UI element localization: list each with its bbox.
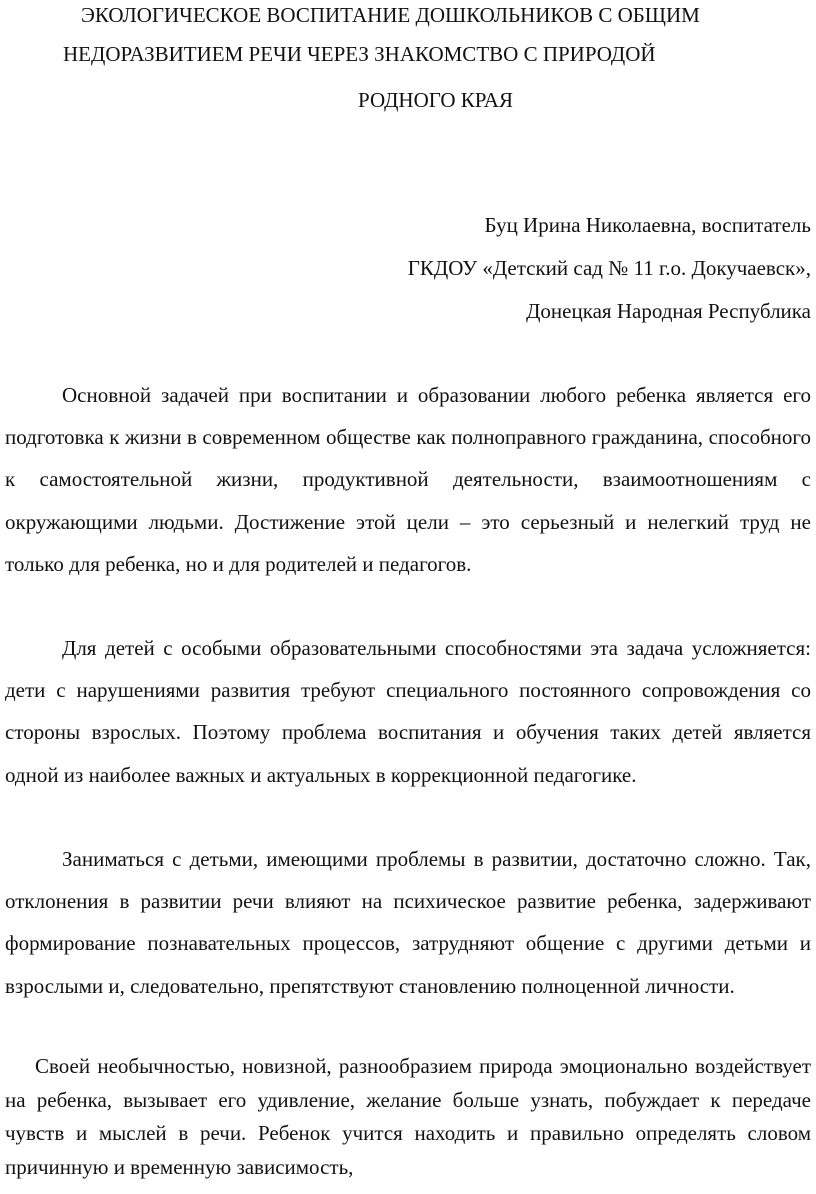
author-region: Донецкая Народная Республика: [526, 299, 811, 323]
title-line-2: НЕДОРАЗВИТИЕМ РЕЧИ ЧЕРЕЗ ЗНАКОМСТВО С ПРИРОДОЙ: [63, 42, 656, 66]
body-paragraph-1: Основной задачей при воспитании и образовании любого ребенка является его подготовка к жизни в современном обществе как полноправного гражданина, способного к самостоятельной жизни, продуктивной деятельности, взаимоотношениям с окружающими людьми. Достижение этой цели – это серьезный и нелегкий труд не только для ребенка, но и для родителей и педагогов.: [5, 383, 811, 576]
author-name-position: Буц Ирина Николаевна, воспитатель: [484, 213, 811, 237]
author-organization: ГКДОУ «Детский сад № 11 г.о. Докучаевск»,: [407, 256, 811, 280]
body-paragraph-3: Заниматься с детьми, имеющими проблемы в развитии, достаточно сложно. Так, отклонения в развитии речи влияют на психическое развитие ребенка, задерживают формирование познавательных процессов, затрудняют общение с другими детьми и взрослыми и, следовательно, препятствуют становлению полноценной личности.: [5, 847, 811, 998]
title-line-3: РОДНОГО КРАЯ: [358, 88, 513, 112]
body-paragraph-2: Для детей с особыми образовательными способностями эта задача усложняется: дети с нарушениями развития требуют специального постоянного сопровождения со стороны взрослых. Поэтому проблема воспитания и обучения таких детей является одной из наиболее важных и актуальных в коррекционной педагогике.: [5, 636, 811, 787]
body-paragraph-4: Своей необычностью, новизной, разнообразием природа эмоционально воздействует на ребенка, вызывает его удивление, желание больше узнать, побуждает к передаче чувств и мыслей в речи. Ребенок учится находить и правильно определять словом причинную и временную зависимость,: [5, 1054, 811, 1179]
title-line-1: ЭКОЛОГИЧЕСКОЕ ВОСПИТАНИЕ ДОШКОЛЬНИКОВ С ОБЩИМ: [81, 3, 700, 27]
